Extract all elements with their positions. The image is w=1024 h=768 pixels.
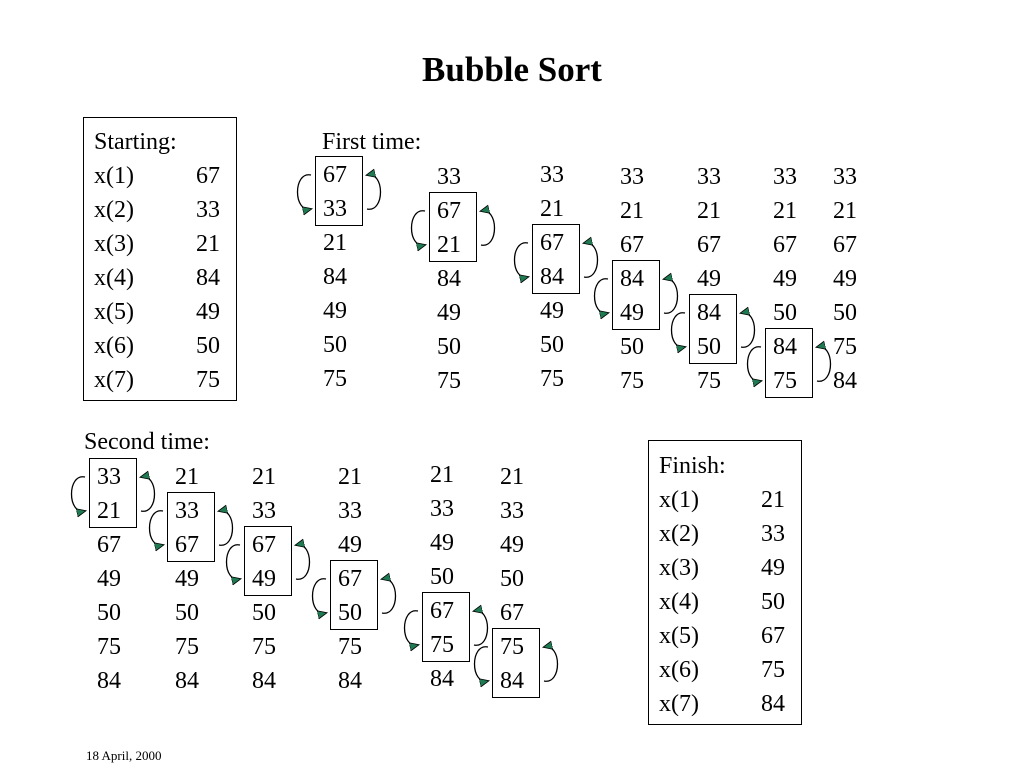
first-time-cell: 49: [437, 300, 461, 326]
first-time-cell: 67: [437, 198, 461, 224]
second-time-cell: 67: [252, 532, 276, 558]
first-time-cell: 49: [620, 300, 644, 326]
first-time-cell: 49: [697, 266, 721, 292]
finish-row-name: x(7): [659, 691, 699, 717]
second-time-swap-arrow-right: [219, 511, 233, 546]
first-time-cell: 75: [540, 366, 564, 392]
second-time-cell: 33: [430, 496, 454, 522]
first-time-swap-arrow-left: [298, 175, 312, 210]
second-time-cell: 33: [97, 464, 121, 490]
starting-row-value: 75: [196, 367, 220, 393]
finish-row-value: 84: [761, 691, 785, 717]
second-time-cell: 21: [430, 462, 454, 488]
first-time-cell: 84: [437, 266, 461, 292]
first-time-cell: 67: [773, 232, 797, 258]
second-time-cell: 50: [252, 600, 276, 626]
first-time-cell: 50: [697, 334, 721, 360]
page-title: Bubble Sort: [422, 50, 602, 89]
second-time-cell: 84: [97, 668, 121, 694]
first-time-cell: 50: [620, 334, 644, 360]
second-time-swap-arrow-left: [150, 511, 164, 546]
second-time-cell: 84: [430, 666, 454, 692]
finish-row-name: x(3): [659, 555, 699, 581]
starting-row-value: 21: [196, 231, 220, 257]
starting-row-value: 50: [196, 333, 220, 359]
starting-row-name: x(4): [94, 265, 134, 291]
second-time-cell: 21: [500, 464, 524, 490]
second-time-cell: 75: [430, 632, 454, 658]
starting-row-value: 84: [196, 265, 220, 291]
first-time-swap-arrow-left: [672, 313, 686, 348]
starting-row-name: x(2): [94, 197, 134, 223]
first-time-cell: 84: [773, 334, 797, 360]
second-time-swap-arrow-left: [313, 579, 327, 614]
first-time-cell: 49: [323, 298, 347, 324]
first-time-cell: 21: [437, 232, 461, 258]
second-time-swap-arrow-left: [227, 545, 241, 580]
first-time-cell: 49: [773, 266, 797, 292]
first-time-swap-arrow-right: [741, 313, 755, 348]
first-time-cell: 50: [437, 334, 461, 360]
first-time-swap-arrow-right: [664, 279, 678, 314]
first-time-cell: 21: [833, 198, 857, 224]
finish-row-name: x(2): [659, 521, 699, 547]
footer-date: 18 April, 2000: [86, 748, 162, 763]
first-time-swap-arrow-right: [367, 175, 381, 210]
second-time-cell: 75: [175, 634, 199, 660]
first-time-swap-arrow-left: [412, 211, 426, 246]
starting-row-name: x(7): [94, 367, 134, 393]
second-time-cell: 67: [175, 532, 199, 558]
finish-row-name: x(4): [659, 589, 699, 615]
first-time-cell: 21: [773, 198, 797, 224]
second-time-cell: 75: [500, 634, 524, 660]
second-time-cell: 21: [252, 464, 276, 490]
first-time-cell: 67: [620, 232, 644, 258]
second-time-swap-arrow-right: [382, 579, 396, 614]
first-time-cell: 33: [540, 162, 564, 188]
first-time-cell: 21: [540, 196, 564, 222]
first-time-cell: 49: [833, 266, 857, 292]
finish-row-name: x(6): [659, 657, 699, 683]
first-time-cell: 67: [833, 232, 857, 258]
first-time-cell: 84: [697, 300, 721, 326]
finish-row-value: 75: [761, 657, 785, 683]
second-time-swap-arrow-right: [296, 545, 310, 580]
first-time-cell: 50: [833, 300, 857, 326]
second-time-cell: 67: [430, 598, 454, 624]
second-time-cell: 50: [430, 564, 454, 590]
second-time-cell: 67: [500, 600, 524, 626]
first-time-cell: 33: [323, 196, 347, 222]
first-time-cell: 84: [323, 264, 347, 290]
starting-row-name: x(1): [94, 163, 134, 189]
starting-row-name: x(3): [94, 231, 134, 257]
second-time-cell: 33: [252, 498, 276, 524]
first-time-cell: 33: [620, 164, 644, 190]
first-time-cell: 75: [437, 368, 461, 394]
finish-row-value: 33: [761, 521, 785, 547]
starting-row-value: 49: [196, 299, 220, 325]
second-time-cell: 33: [175, 498, 199, 524]
second-time-swap-arrow-right: [474, 611, 488, 646]
first-time-cell: 33: [697, 164, 721, 190]
starting-row-value: 33: [196, 197, 220, 223]
finish-label: Finish:: [659, 453, 726, 479]
first-time-swap-arrow-left: [748, 347, 762, 382]
first-time-cell: 21: [620, 198, 644, 224]
first-time-cell: 75: [323, 366, 347, 392]
first-time-cell: 67: [697, 232, 721, 258]
second-time-cell: 49: [338, 532, 362, 558]
finish-row-value: 50: [761, 589, 785, 615]
second-time-cell: 49: [500, 532, 524, 558]
first-time-cell: 21: [323, 230, 347, 256]
second-time-cell: 84: [175, 668, 199, 694]
second-time-cell: 33: [338, 498, 362, 524]
second-time-swap-arrow-left: [72, 477, 86, 512]
second-time-cell: 75: [97, 634, 121, 660]
first-time-cell: 84: [833, 368, 857, 394]
first-time-cell: 84: [620, 266, 644, 292]
first-time-cell: 67: [540, 230, 564, 256]
first-time-cell: 33: [773, 164, 797, 190]
first-time-cell: 50: [773, 300, 797, 326]
first-time-cell: 49: [540, 298, 564, 324]
first-time-cell: 75: [833, 334, 857, 360]
second-time-swap-arrow-right: [544, 647, 558, 682]
second-time-cell: 84: [500, 668, 524, 694]
first-time-cell: 21: [697, 198, 721, 224]
first-time-swap-arrow-left: [595, 279, 609, 314]
finish-row-name: x(1): [659, 487, 699, 513]
second-time-cell: 21: [175, 464, 199, 490]
second-time-cell: 75: [252, 634, 276, 660]
first-time-cell: 84: [540, 264, 564, 290]
first-time-swap-arrow-right: [817, 347, 831, 382]
first-time-swap-arrow-right: [481, 211, 495, 246]
first-time-cell: 33: [437, 164, 461, 190]
first-time-cell: 75: [620, 368, 644, 394]
second-time-swap-arrow-left: [405, 611, 419, 646]
first-time-swap-arrow-right: [584, 243, 598, 278]
starting-row-name: x(5): [94, 299, 134, 325]
second-time-cell: 84: [252, 668, 276, 694]
second-time-cell: 49: [175, 566, 199, 592]
second-time-swap-arrow-right: [141, 477, 155, 512]
starting-row-name: x(6): [94, 333, 134, 359]
second-time-swap-arrow-left: [475, 647, 489, 682]
second-time-cell: 50: [500, 566, 524, 592]
second-time-cell: 50: [97, 600, 121, 626]
finish-row-name: x(5): [659, 623, 699, 649]
first-time-cell: 50: [323, 332, 347, 358]
second-time-cell: 21: [97, 498, 121, 524]
starting-label: Starting:: [94, 129, 177, 155]
second-time-cell: 50: [338, 600, 362, 626]
second-time-label: Second time:: [84, 429, 210, 455]
finish-row-value: 67: [761, 623, 785, 649]
first-time-label: First time:: [322, 129, 422, 155]
first-time-cell: 75: [773, 368, 797, 394]
first-time-cell: 67: [323, 162, 347, 188]
second-time-cell: 50: [175, 600, 199, 626]
second-time-cell: 49: [430, 530, 454, 556]
first-time-cell: 75: [697, 368, 721, 394]
second-time-cell: 33: [500, 498, 524, 524]
second-time-cell: 75: [338, 634, 362, 660]
second-time-cell: 67: [338, 566, 362, 592]
second-time-cell: 21: [338, 464, 362, 490]
first-time-cell: 33: [833, 164, 857, 190]
finish-row-value: 49: [761, 555, 785, 581]
second-time-cell: 49: [97, 566, 121, 592]
first-time-cell: 50: [540, 332, 564, 358]
second-time-cell: 84: [338, 668, 362, 694]
second-time-cell: 67: [97, 532, 121, 558]
finish-row-value: 21: [761, 487, 785, 513]
first-time-swap-arrow-left: [515, 243, 529, 278]
second-time-cell: 49: [252, 566, 276, 592]
starting-row-value: 67: [196, 163, 220, 189]
